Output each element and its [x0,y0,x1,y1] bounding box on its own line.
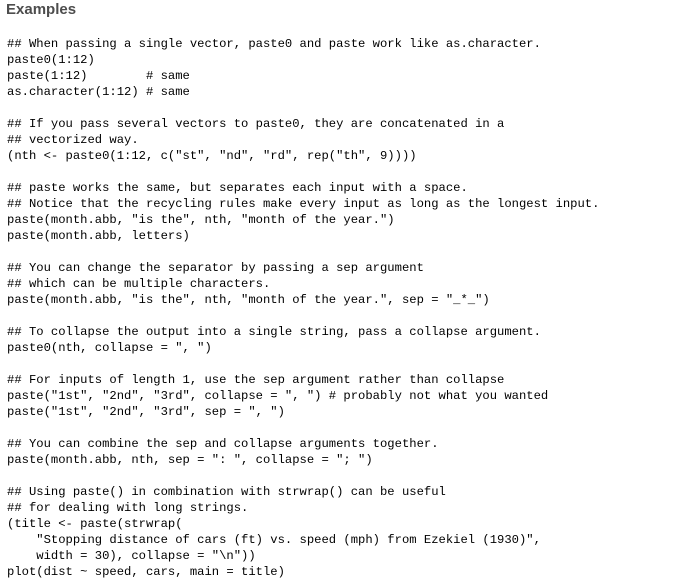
code-line: ## To collapse the output into a single string, pass a collapse argument. [7,325,541,339]
code-line: ## You can change the separator by passing a sep argument [7,261,424,275]
code-line: ## For inputs of length 1, use the sep argument rather than collapse [7,373,505,387]
code-line [7,356,599,372]
code-line: plot(dist ~ speed, cars, main = title) [7,565,285,579]
code-line: paste(month.abb, "is the", nth, "month of the year.") [7,213,395,227]
code-line: "Stopping distance of cars (ft) vs. speed (mph) from Ezekiel (1930)", [7,533,541,547]
code-line: paste(month.abb, letters) [7,229,190,243]
code-line: ## You can combine the sep and collapse arguments together. [7,437,439,451]
code-line [7,420,599,436]
code-line: ## If you pass several vectors to paste0, they are concatenated in a [7,117,505,131]
code-line [7,100,599,116]
code-line: ## When passing a single vector, paste0 and paste work like as.character. [7,37,541,51]
code-line: paste0(nth, collapse = ", ") [7,341,212,355]
code-line [7,164,599,180]
code-line: paste(1:12) # same [7,69,190,83]
code-line: (title <- paste(strwrap( [7,517,183,531]
section-title: Examples [6,1,77,18]
code-line: ## Using paste() in combination with strwrap() can be useful [7,485,446,499]
code-line: paste(month.abb, nth, sep = ": ", collapse = "; ") [7,453,373,467]
code-line: (nth <- paste0(1:12, c("st", "nd", "rd", rep("th", 9)))) [7,149,417,163]
code-line: ## which can be multiple characters. [7,277,271,291]
code-line: paste0(1:12) [7,53,95,67]
code-line: paste(month.abb, "is the", nth, "month of the year.", sep = "_*_") [7,293,490,307]
code-line: as.character(1:12) # same [7,85,190,99]
code-line: ## paste works the same, but separates each input with a space. [7,181,468,195]
code-line: ## vectorized way. [7,133,139,147]
code-line: paste("1st", "2nd", "3rd", collapse = ", ") # probably not what you wanted [7,389,549,403]
code-line: ## for dealing with long strings. [7,501,249,515]
code-line: ## Notice that the recycling rules make every input as long as the longest input. [7,197,600,211]
code-line [7,308,599,324]
code-line: paste("1st", "2nd", "3rd", sep = ", ") [7,405,285,419]
code-example-block [7,36,599,580]
code-line: width = 30), collapse = "\n")) [7,549,256,563]
code-line [7,244,599,260]
code-line [7,468,599,484]
